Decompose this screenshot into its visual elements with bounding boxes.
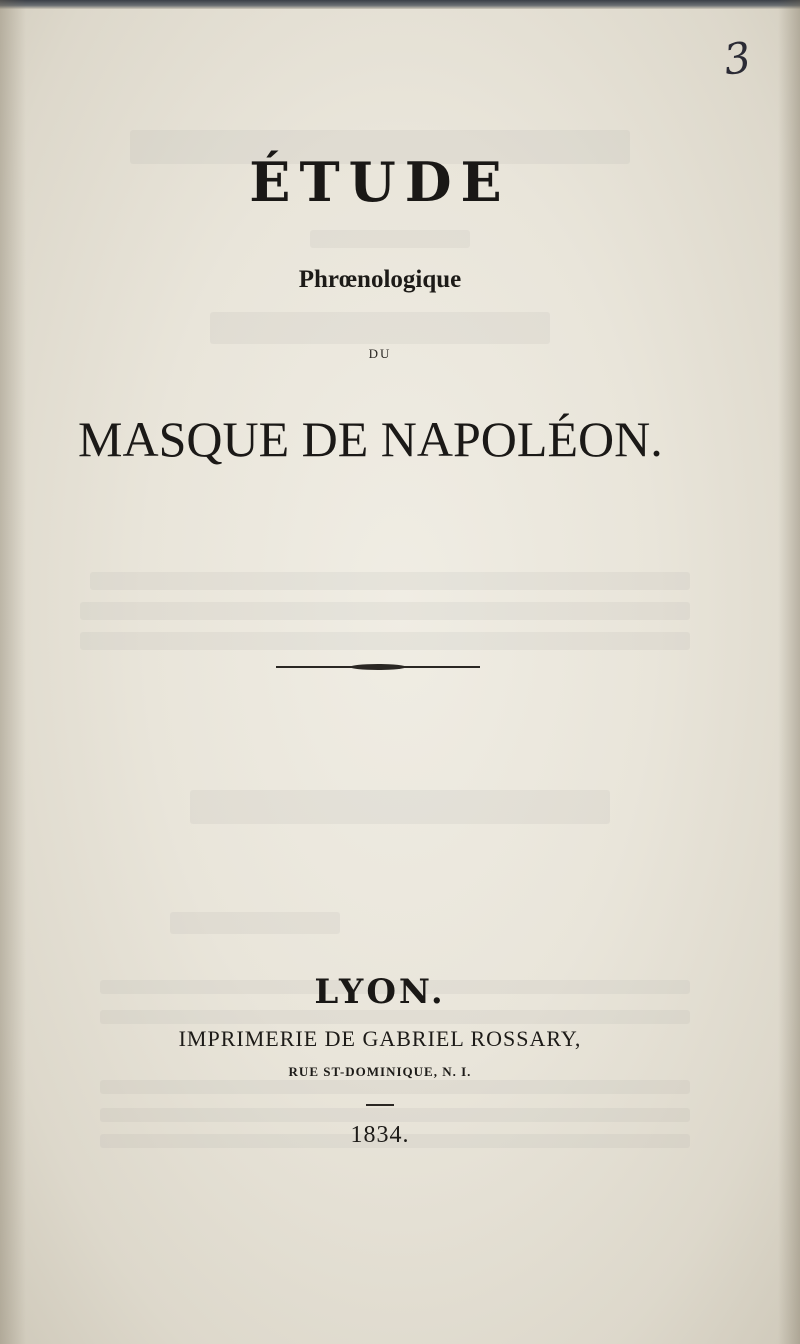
main-title: MASQUE DE NAPOLÉON. — [78, 411, 663, 467]
handwritten-page-number: 3 — [720, 32, 755, 85]
title-connector: DU — [368, 346, 392, 361]
imprint-address: RUE ST-DOMINIQUE, N. I. — [288, 1064, 472, 1079]
imprint-divider — [366, 1104, 394, 1106]
subtitle: Phrœnologique — [298, 266, 462, 293]
imprint-year: 1834. — [350, 1122, 410, 1148]
imprint-printer: IMPRIMERIE DE GABRIEL ROSSARY, — [178, 1026, 582, 1051]
imprint-city: LYON. — [314, 972, 446, 1012]
binding-edge — [0, 0, 800, 9]
title: ÉTUDE — [249, 150, 511, 214]
ornamental-rule-center — [350, 664, 406, 670]
page-edge-shadow — [778, 0, 800, 1344]
